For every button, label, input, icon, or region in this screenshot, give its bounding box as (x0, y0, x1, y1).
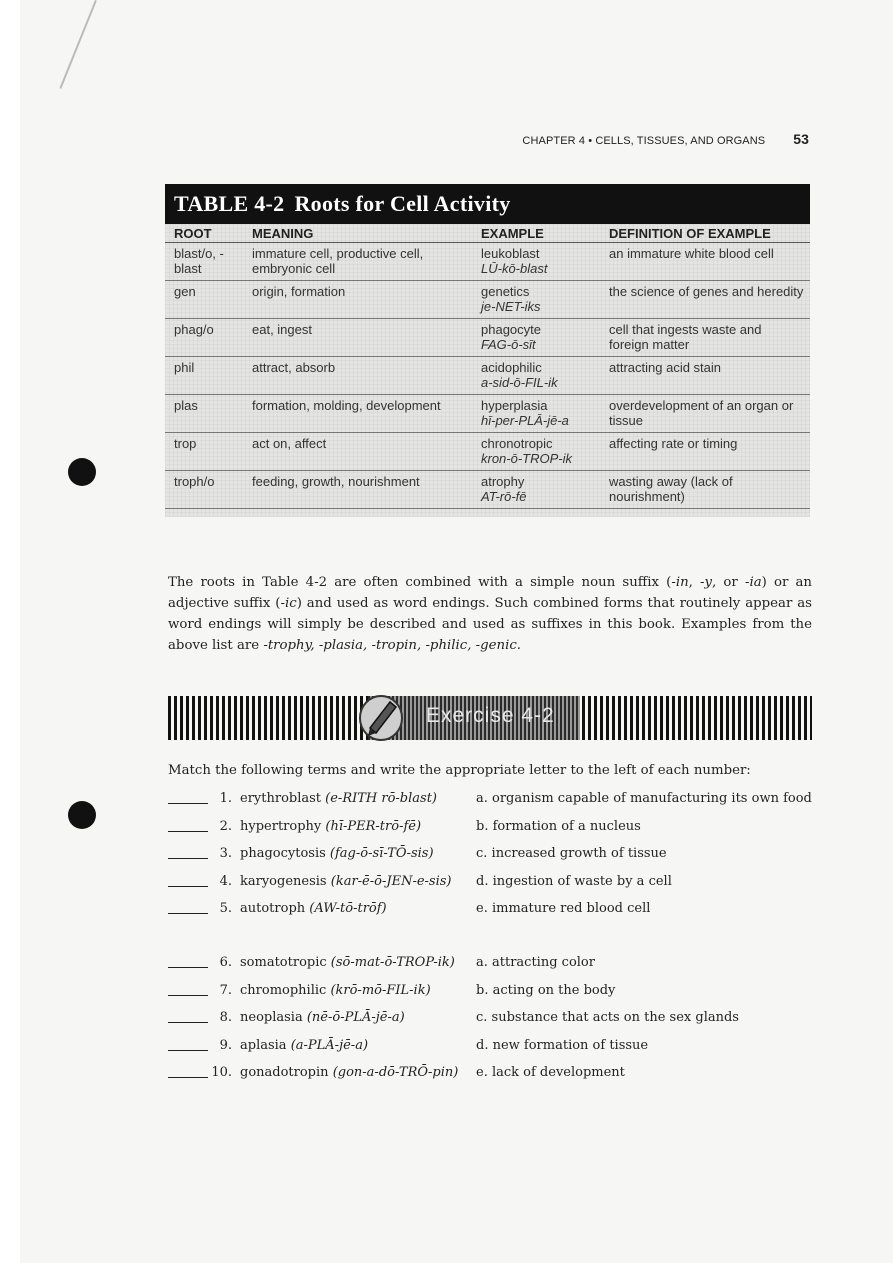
cell-example (472, 357, 600, 394)
table-row (165, 357, 810, 395)
item-term: neoplasia (nē-ō-PLĀ-jē-a) (240, 1010, 405, 1025)
cell-definition: an immature white blood cell (609, 246, 774, 261)
cell-meaning: attract, absorb (252, 360, 336, 375)
answer-option: d. new formation of tissue (476, 1037, 649, 1053)
example-pronunciation: kron-ō-TROP-ik (481, 451, 573, 466)
cell-example (472, 243, 600, 280)
cell-definition: cell that ingests waste and foreign matter (609, 322, 762, 352)
answer-option: b. acting on the body (476, 982, 616, 998)
example-word: chronotropic (481, 436, 553, 451)
exercise-instruction: Match the following terms and write the appropriate letter to the left of each number: (168, 763, 751, 778)
pencil-icon (358, 690, 404, 742)
answer-blank[interactable] (168, 831, 208, 832)
answer-blank[interactable] (168, 1022, 208, 1023)
cell-root: troph/o (174, 474, 215, 489)
table-body (165, 243, 810, 509)
answer-blank[interactable] (168, 913, 208, 914)
cell-definition: overdevelopment of an organ or tissue (609, 398, 794, 428)
cell-root: phag/o (174, 322, 214, 337)
exercise-item (168, 1065, 828, 1093)
example-word: acidophilic (481, 360, 542, 375)
exercise-item (168, 846, 828, 874)
table-header-row (165, 224, 810, 243)
answer-blank[interactable] (168, 995, 208, 996)
item-pronunciation: (nē-ō-PLĀ-jē-a) (306, 1010, 405, 1025)
cell-example (472, 319, 600, 356)
exercise-item (168, 819, 828, 847)
item-term: gonadotropin (gon-a-dō-TRŌ-pin) (240, 1065, 459, 1080)
cell-example (472, 281, 600, 318)
table-row (165, 433, 810, 471)
cell-meaning: act on, affect (252, 436, 327, 451)
item-term: aplasia (a-PLĀ-jē-a) (240, 1037, 369, 1053)
item-number: 8. (219, 1010, 232, 1025)
table-row (165, 281, 810, 319)
answer-blank[interactable] (168, 967, 208, 968)
answer-blank[interactable] (168, 858, 208, 859)
exercise-label: Exercise 4-2 (426, 704, 555, 727)
running-header (522, 131, 809, 147)
item-term: erythroblast (e-RITH rō-blast) (240, 791, 438, 806)
example-pronunciation: je-NET-iks (481, 299, 541, 314)
item-term: autotroph (AW-tō-trōf) (240, 901, 387, 916)
cell-meaning: eat, ingest (252, 322, 312, 337)
cell-meaning: formation, molding, development (252, 398, 441, 413)
answer-option: e. immature red blood cell (476, 901, 651, 916)
body-paragraph: The roots in Table 4-2 are often combined with a simple noun suffix (-in, -y, or -ia) or an adjective suffix (-ic) and used as word endings. Such combined forms that routinely appear as word endings will simply be described and used as suffixes in this book. Examples from the above list are -trophy, -plasia, -tropin, -philic, -genic. (168, 575, 813, 653)
table-row (165, 395, 810, 433)
answer-blank[interactable] (168, 803, 208, 804)
col-header-root: ROOT (174, 226, 212, 241)
exercise-item (168, 874, 828, 902)
item-term: phagocytosis (fag-ō-sī-TŌ-sis) (240, 846, 434, 861)
table-number: TABLE 4-2 (174, 191, 285, 216)
col-header-definition: DEFINITION OF EXAMPLE (609, 226, 771, 241)
exercise-item (168, 901, 828, 929)
answer-option: c. substance that acts on the sex glands (476, 1010, 739, 1025)
answer-option: d. ingestion of waste by a cell (476, 873, 672, 889)
cell-definition: the science of genes and heredity (609, 284, 804, 299)
example-word: leukoblast (481, 246, 540, 261)
item-pronunciation: (fag-ō-sī-TŌ-sis) (329, 846, 434, 861)
col-header-meaning: MEANING (252, 226, 314, 241)
example-pronunciation: FAG-ō-sīt (481, 337, 536, 352)
item-number: 7. (219, 982, 232, 998)
item-pronunciation: (kar-ē-ō-JEN-e-sis) (330, 873, 452, 889)
table-row (165, 471, 810, 509)
answer-option: e. lack of development (476, 1065, 625, 1080)
item-pronunciation: (gon-a-dō-TRŌ-pin) (332, 1065, 459, 1080)
table-caption: Roots for Cell Activity (294, 191, 511, 216)
item-number: 9. (219, 1037, 232, 1053)
item-pronunciation: (AW-tō-trōf) (309, 901, 387, 916)
example-word: phagocyte (481, 322, 541, 337)
exercise-item (168, 955, 828, 983)
example-word: hyperplasia (481, 398, 548, 413)
item-number: 2. (219, 818, 232, 834)
exercise-item (168, 1010, 828, 1038)
item-number: 10. (211, 1065, 232, 1080)
answer-option: b. formation of a nucleus (476, 818, 641, 834)
cell-root: gen (174, 284, 196, 299)
exercise-group-2 (168, 955, 828, 1093)
item-pronunciation: (sō-mat-ō-TROP-ik) (330, 955, 455, 970)
exercise-banner (168, 696, 812, 740)
example-pronunciation: AT-rō-fē (481, 489, 527, 504)
item-number: 4. (219, 873, 232, 889)
suffix-examples: -trophy, -plasia, -tropin, -philic, -genic. (263, 638, 522, 653)
item-pronunciation: (a-PLĀ-jē-a) (290, 1037, 369, 1053)
cell-definition: affecting rate or timing (609, 436, 738, 451)
cell-meaning: origin, formation (252, 284, 346, 299)
cell-meaning: immature cell, productive cell, embryonic cell (252, 246, 424, 276)
roots-table (165, 184, 810, 517)
example-pronunciation: hī-per-PLĀ-jē-a (481, 413, 569, 428)
answer-blank[interactable] (168, 1077, 208, 1078)
example-word: atrophy (481, 474, 525, 489)
page-number: 53 (793, 131, 809, 147)
binder-hole-bottom (68, 801, 96, 829)
cell-root: trop (174, 436, 197, 451)
item-pronunciation: (e-RITH rō-blast) (325, 791, 438, 806)
exercise-item (168, 983, 828, 1011)
exercise-item (168, 1038, 828, 1066)
answer-option: a. attracting color (476, 955, 595, 970)
cell-root: plas (174, 398, 198, 413)
binder-hole-top (68, 458, 96, 486)
table-title (165, 184, 810, 224)
exercise-group-1 (168, 791, 828, 929)
item-term: chromophilic (krō-mō-FIL-ik) (240, 982, 431, 998)
item-number: 6. (219, 955, 232, 970)
item-term: karyogenesis (kar-ē-ō-JEN-e-sis) (240, 873, 452, 889)
cell-example (472, 433, 600, 470)
item-term: hypertrophy (hī-PER-trō-fē) (240, 818, 422, 834)
answer-blank[interactable] (168, 886, 208, 887)
item-pronunciation: (krō-mō-FIL-ik) (330, 982, 431, 998)
table-row (165, 243, 810, 281)
cell-root: phil (174, 360, 195, 375)
chapter-title: CHAPTER 4 • CELLS, TISSUES, AND ORGANS (522, 135, 766, 147)
example-pronunciation: LŪ-kō-blast (481, 261, 548, 276)
cell-definition: wasting away (lack of nourishment) (609, 474, 733, 504)
table-row (165, 319, 810, 357)
answer-blank[interactable] (168, 1050, 208, 1051)
answer-option: a. organism capable of manufacturing its own food (476, 791, 812, 806)
cell-root: blast/o, -blast (174, 246, 224, 276)
cell-example (472, 471, 600, 508)
answer-option: c. increased growth of tissue (476, 846, 667, 861)
item-number: 5. (219, 901, 232, 916)
item-pronunciation: (hī-PER-trō-fē) (325, 818, 422, 834)
cell-definition: attracting acid stain (609, 360, 722, 375)
exercise-item (168, 791, 828, 819)
example-word: genetics (481, 284, 530, 299)
cell-meaning: feeding, growth, nourishment (252, 474, 420, 489)
example-pronunciation: a-sid-ō-FIL-ik (481, 375, 558, 390)
col-header-example: EXAMPLE (481, 226, 544, 241)
item-number: 1. (219, 791, 232, 806)
cell-example (472, 395, 600, 432)
item-number: 3. (219, 846, 232, 861)
item-term: somatotropic (sō-mat-ō-TROP-ik) (240, 955, 455, 970)
